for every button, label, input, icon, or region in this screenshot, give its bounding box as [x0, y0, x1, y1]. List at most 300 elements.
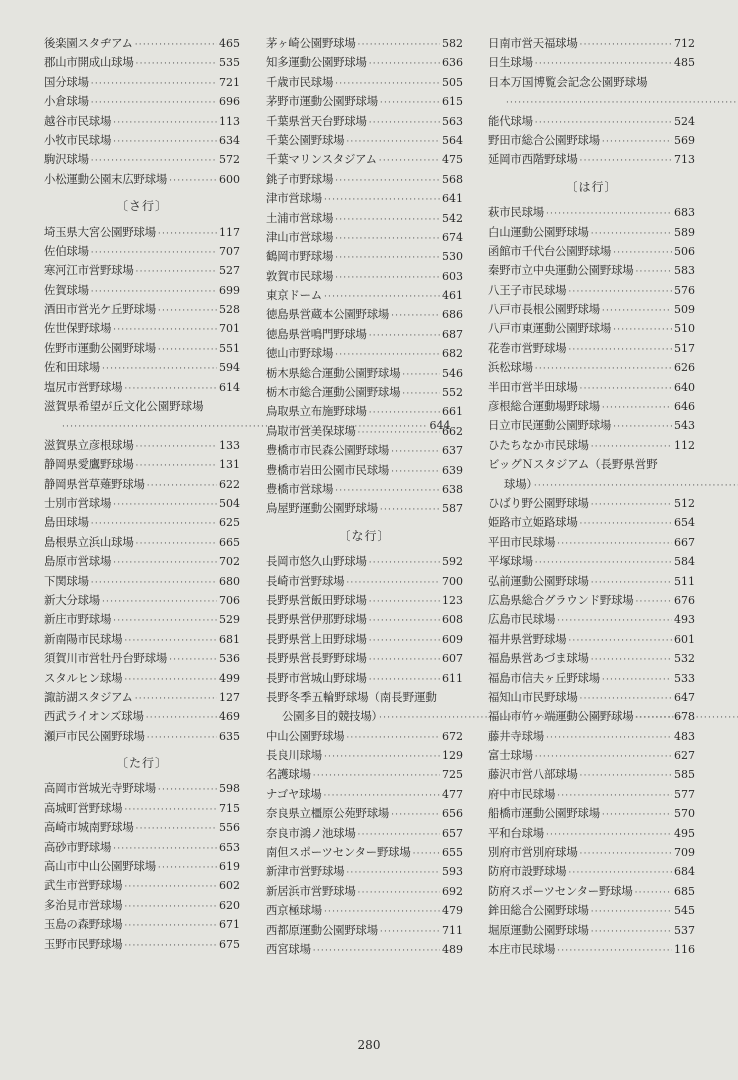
page-reference: 615 — [442, 95, 463, 109]
leader-dots — [591, 651, 672, 670]
stadium-name: 長岡市悠久山野球場 — [266, 554, 367, 569]
leader-dots — [591, 923, 672, 942]
leader-dots — [124, 937, 217, 956]
leader-dots — [335, 269, 440, 288]
stadium-name: 花巻市営野球場 — [488, 340, 567, 355]
stadium-name: 弘前運動公園野球場 — [488, 573, 589, 588]
leader-dots — [169, 651, 217, 670]
page-reference: 686 — [442, 308, 463, 322]
page-reference: 657 — [442, 826, 463, 840]
page-reference: 684 — [674, 865, 695, 879]
page-reference: 725 — [442, 768, 463, 782]
page-reference: 696 — [219, 95, 240, 109]
page-reference: 620 — [219, 898, 240, 912]
leader-dots — [557, 612, 672, 631]
stadium-name: 国分球場 — [44, 74, 89, 89]
page-reference: 512 — [674, 497, 695, 511]
index-entry — [44, 319, 240, 338]
leader-dots — [335, 211, 440, 230]
stadium-name: 静岡県営草薙野球場 — [44, 476, 145, 491]
leader-dots — [313, 942, 440, 961]
stadium-name: 佐和田球場 — [44, 360, 100, 375]
index-entry — [266, 131, 463, 150]
leader-dots — [379, 152, 440, 171]
index-entry — [44, 150, 240, 169]
stadium-name: 寒河江市営野球場 — [44, 263, 134, 278]
index-entry — [266, 669, 463, 688]
leader-dots — [158, 341, 217, 360]
index-entry — [488, 630, 695, 649]
stadium-name: 埼玉県大宮公園野球場 — [44, 224, 156, 239]
stadium-name: 後楽園スタヂアム — [44, 36, 133, 50]
stadium-name: 広島県総合グラウンド野球場 — [488, 592, 634, 607]
index-entry — [488, 223, 695, 242]
page-reference: 530 — [442, 250, 463, 264]
stadium-name: 福井県営野球場 — [488, 631, 567, 646]
leader-dots — [591, 496, 672, 515]
page-reference: 532 — [674, 652, 695, 666]
leader-dots — [613, 418, 672, 437]
index-entry — [44, 223, 240, 242]
stadium-name: 長野県営飯田野球場 — [266, 592, 367, 607]
leader-dots — [402, 366, 440, 385]
index-entry — [488, 53, 695, 72]
stadium-name: 下関球場 — [44, 573, 89, 588]
stadium-name: 能代球場 — [488, 113, 533, 128]
page-reference: 461 — [442, 289, 463, 303]
page-reference: 634 — [219, 133, 240, 147]
stadium-name: 豊橋市営球場 — [266, 481, 334, 496]
page-reference: 692 — [442, 884, 463, 898]
leader-dots — [369, 651, 440, 670]
section-heading: 〔た行〕 — [115, 756, 168, 771]
leader-dots — [147, 477, 217, 496]
page-reference: 680 — [219, 574, 240, 588]
stadium-name: 敦賀市民球場 — [266, 268, 334, 283]
page-reference: 587 — [442, 502, 463, 516]
page-reference: 465 — [219, 37, 240, 50]
page-reference: 640 — [674, 380, 695, 394]
stadium-name: 長良川球場 — [266, 748, 322, 763]
page-reference: 715 — [219, 801, 240, 815]
page-reference: 702 — [219, 555, 240, 569]
index-entry — [266, 209, 463, 228]
page-reference: 675 — [219, 937, 240, 951]
index-entry — [488, 513, 695, 532]
stadium-name: 鉾田総合公園野球場 — [488, 903, 589, 918]
page-reference: 524 — [674, 114, 695, 128]
stadium-name: 福島県営あづま球場 — [488, 651, 589, 666]
index-entry — [266, 247, 463, 266]
index-entry — [488, 319, 695, 338]
leader-dots — [535, 55, 672, 74]
leader-dots — [369, 55, 440, 74]
stadium-name: 半田市営半田球場 — [488, 379, 578, 394]
page-reference: 601 — [674, 632, 695, 646]
leader-dots — [158, 302, 217, 321]
index-entry — [488, 765, 695, 784]
leader-dots — [124, 671, 217, 690]
index-entry — [488, 727, 695, 746]
leader-dots — [102, 593, 217, 612]
page-reference: 701 — [219, 322, 240, 336]
index-entry — [44, 436, 240, 455]
page-reference: 598 — [219, 782, 240, 796]
index-entry — [266, 286, 463, 305]
stadium-name: 佐野市運動公園野球場 — [44, 340, 156, 355]
leader-dots — [613, 321, 672, 340]
index-entry — [44, 261, 240, 280]
stadium-name: 徳島県営鳴門野球場 — [266, 326, 367, 341]
index-entry — [488, 688, 695, 707]
index-entry — [266, 630, 463, 649]
index-entry — [266, 901, 463, 920]
stadium-name: 新居浜市営野球場 — [266, 883, 356, 898]
page-reference: 527 — [219, 264, 240, 278]
stadium-name: 野田市総合公園野球場 — [488, 132, 600, 147]
index-entry — [44, 281, 240, 300]
index-entry — [488, 746, 695, 765]
page-reference: 709 — [674, 846, 695, 860]
index-entry — [266, 804, 463, 823]
leader-dots — [113, 554, 217, 573]
stadium-name: 奈良市鴻ノ池球場 — [266, 825, 356, 840]
stadium-name: 茅野市運動公園野球場 — [266, 94, 378, 109]
stadium-name: 千葉公園野球場 — [266, 132, 345, 147]
page-reference: 475 — [442, 153, 463, 167]
index-entry — [44, 112, 240, 131]
page-reference: 112 — [674, 438, 695, 452]
leader-dots — [391, 307, 440, 326]
stadium-name: 鶴岡市野球場 — [266, 249, 334, 264]
index-entry — [488, 203, 695, 222]
index-entry — [44, 818, 240, 837]
index-entry — [44, 339, 240, 358]
index-entry — [488, 785, 695, 804]
leader-dots — [580, 36, 672, 55]
index-entry — [266, 843, 463, 862]
index-entry — [488, 591, 695, 610]
leader-dots — [413, 845, 440, 864]
leader-dots — [602, 302, 672, 321]
index-entry — [488, 300, 695, 319]
index-entry — [266, 402, 463, 421]
index-entry — [44, 455, 240, 474]
page-reference: 639 — [442, 463, 463, 477]
index-entry — [266, 364, 463, 383]
page-reference: 511 — [674, 574, 695, 588]
page-reference: 537 — [674, 923, 695, 937]
index-entry — [266, 921, 463, 940]
page-reference: 489 — [442, 942, 463, 956]
stadium-name: 千葉マリンスタジアム — [266, 152, 377, 167]
leader-dots — [136, 263, 217, 282]
stadium-name: 佐賀球場 — [44, 282, 89, 297]
stadium-name: 府中市民球場 — [488, 786, 556, 801]
leader-dots — [358, 36, 440, 55]
stadium-name: 須賀川市営牡丹台野球場 — [44, 651, 168, 666]
index-entry — [266, 170, 463, 189]
page-reference: 529 — [219, 613, 240, 627]
page-reference: 661 — [442, 405, 463, 419]
stadium-name: 広島市民球場 — [488, 612, 556, 627]
index-entry — [44, 300, 240, 319]
page-reference: 641 — [442, 192, 463, 206]
stadium-name: 藤井寺球場 — [488, 728, 544, 743]
leader-dots — [335, 249, 440, 268]
index-entry — [266, 940, 463, 959]
index-entry — [266, 552, 463, 571]
index-entry — [44, 131, 240, 150]
page-reference: 676 — [674, 593, 695, 607]
stadium-name: 長野県営長野野球場 — [266, 651, 367, 666]
index-entry — [488, 843, 695, 862]
leader-dots — [557, 942, 672, 961]
stadium-name: 栃木県総合運動公園野球場 — [266, 365, 401, 380]
page-reference: 528 — [219, 303, 240, 317]
index-entry — [44, 475, 240, 494]
page-reference: 477 — [442, 787, 463, 801]
stadium-name: 島根県立浜山球場 — [44, 534, 134, 549]
page-reference: 671 — [219, 918, 240, 932]
stadium-name: 諏訪湖スタジアム — [44, 689, 133, 704]
index-entry — [488, 339, 695, 358]
stadium-name: 新庄市野球場 — [44, 612, 112, 627]
leader-dots — [136, 438, 217, 457]
page-reference: 611 — [442, 671, 463, 685]
page-number: 280 — [357, 1038, 381, 1052]
index-entry — [44, 688, 240, 707]
page-reference: 563 — [442, 114, 463, 128]
page-reference: 505 — [442, 75, 463, 89]
leader-dots — [602, 133, 672, 152]
index-entry — [266, 746, 463, 765]
leader-dots — [313, 767, 440, 786]
stadium-name: 八戸市東運動公園野球場 — [488, 321, 612, 336]
page-reference: 637 — [442, 444, 463, 458]
page-reference: 551 — [219, 341, 240, 355]
leader-dots — [635, 709, 672, 728]
page-reference: 546 — [442, 366, 463, 380]
index-entry — [44, 857, 240, 876]
stadium-name: 長野県営上田野球場 — [266, 631, 367, 646]
page-reference: 129 — [442, 749, 463, 763]
leader-dots — [91, 574, 217, 593]
page-reference: 619 — [219, 860, 240, 874]
page-reference: 638 — [442, 482, 463, 496]
stadium-name: 西宮球場 — [266, 941, 311, 956]
page-reference: 712 — [674, 37, 695, 50]
index-entry — [266, 383, 463, 402]
page-reference: 116 — [674, 943, 695, 956]
index-entry — [44, 92, 240, 111]
index-entry — [266, 73, 463, 92]
index-entry — [488, 669, 695, 688]
page-reference: 644 — [429, 419, 451, 433]
index-entry — [266, 325, 463, 344]
index-entry — [44, 838, 240, 857]
stadium-name: 滋賀県希望が丘文化公園野球場 — [44, 399, 204, 414]
page-reference: 485 — [674, 56, 695, 70]
page-reference: 584 — [674, 555, 695, 569]
leader-dots — [369, 327, 440, 346]
page-reference: 706 — [219, 593, 240, 607]
stadium-name: 富士球場 — [488, 748, 533, 763]
page-reference: 576 — [674, 283, 695, 297]
stadium-name: 新大分球場 — [44, 592, 100, 607]
stadium-name: 千葉県営天台野球場 — [266, 113, 367, 128]
page-reference: 543 — [674, 419, 695, 433]
stadium-name: 銚子市野球場 — [266, 171, 334, 186]
leader-dots — [369, 404, 440, 423]
leader-dots — [113, 133, 217, 152]
stadium-name: 千歳市民球場 — [266, 74, 334, 89]
stadium-name: 八王子市民球場 — [488, 282, 567, 297]
index-entry — [266, 480, 463, 499]
leader-dots — [369, 612, 440, 631]
index-entry — [488, 436, 695, 455]
page-reference: 635 — [219, 729, 240, 743]
stadium-name: 鳥屋野運動公園野球場 — [266, 501, 378, 516]
page-reference: 504 — [219, 497, 240, 510]
page-reference: 545 — [674, 904, 695, 918]
stadium-name: 姫路市立姫路球場 — [488, 515, 578, 530]
index-entry — [488, 281, 695, 300]
index-entry — [44, 170, 240, 189]
leader-dots — [358, 884, 440, 903]
page-reference: 609 — [442, 632, 463, 646]
leader-dots — [534, 481, 738, 491]
page-reference: 647 — [674, 690, 695, 704]
page-reference: 636 — [442, 56, 463, 70]
stadium-name: 越谷市民球場 — [44, 113, 112, 128]
stadium-name: 日南市営天福球場 — [488, 36, 578, 50]
page-reference: 495 — [674, 826, 695, 840]
index-entry — [266, 785, 463, 804]
page-reference: 667 — [674, 535, 695, 549]
leader-dots — [369, 114, 440, 133]
page-reference: 625 — [219, 516, 240, 530]
stadium-name: 静岡県愛鷹野球場 — [44, 457, 134, 472]
index-entry — [44, 935, 240, 954]
stadium-name: 士別市営球場 — [44, 496, 112, 510]
index-entry — [266, 441, 463, 460]
index-entry — [266, 824, 463, 843]
stadium-name: 藤沢市営八部球場 — [488, 767, 578, 782]
section-heading: 〔な行〕 — [338, 528, 391, 543]
index-entry — [44, 494, 240, 513]
leader-dots — [635, 263, 672, 282]
stadium-name: 高砂市野球場 — [44, 839, 112, 854]
index-entry — [44, 799, 240, 818]
index-entry — [44, 610, 240, 629]
leader-dots — [580, 152, 672, 171]
page-reference: 577 — [674, 787, 695, 801]
page-reference: 602 — [219, 879, 240, 893]
index-entry — [44, 591, 240, 610]
leader-dots — [602, 806, 672, 825]
page-reference: 569 — [674, 133, 695, 147]
leader-dots — [568, 341, 672, 360]
stadium-name: 小牧市民球場 — [44, 132, 112, 147]
index-entry — [44, 53, 240, 72]
stadium-name: 秦野市立中央運動公園野球場 — [488, 263, 634, 278]
index-entry — [266, 92, 463, 111]
index-entry — [488, 261, 695, 280]
index-column-3 — [488, 34, 695, 959]
index-entry — [44, 779, 240, 798]
page-reference: 656 — [442, 807, 463, 821]
index-entry — [266, 610, 463, 629]
stadium-name: 茅ヶ崎公園野球場 — [266, 36, 356, 50]
stadium-name: 玉野市民野球場 — [44, 936, 123, 951]
leader-dots — [113, 612, 217, 631]
page-reference: 700 — [442, 574, 463, 588]
leader-dots — [391, 806, 440, 825]
page-reference: 682 — [442, 347, 463, 361]
index-entry — [44, 242, 240, 261]
index-entry — [488, 824, 695, 843]
index-entry — [488, 940, 695, 959]
page-reference: 572 — [219, 153, 240, 167]
page-reference: 506 — [674, 244, 695, 258]
page-reference: 133 — [219, 438, 240, 452]
page-reference: 687 — [442, 327, 463, 341]
page-reference: 564 — [442, 133, 463, 147]
index-entry — [488, 610, 695, 629]
page-reference: 721 — [219, 75, 240, 89]
leader-dots — [546, 729, 672, 748]
page-reference: 672 — [442, 729, 463, 743]
stadium-name: 新津市営野球場 — [266, 864, 345, 879]
index-entry — [266, 591, 463, 610]
stadium-name: ひたちなか市民球場 — [488, 437, 589, 452]
index-entry — [488, 649, 695, 668]
index-entry — [266, 34, 463, 53]
index-entry — [266, 112, 463, 131]
index-entry — [266, 422, 463, 441]
page-reference: 600 — [219, 172, 240, 186]
page-reference: 570 — [674, 807, 695, 821]
stadium-name: 豊橋市市民森公園野球場 — [266, 443, 390, 458]
index-entry — [266, 150, 463, 169]
leader-dots — [380, 94, 440, 113]
leader-dots — [324, 748, 440, 767]
page-reference: 589 — [674, 225, 695, 239]
stadium-name: 多治見市営球場 — [44, 897, 123, 912]
stadium-name: 高山市中山公園野球場 — [44, 859, 156, 874]
index-entry — [488, 707, 695, 726]
stadium-name: 島原市営球場 — [44, 554, 112, 569]
leader-dots — [591, 903, 672, 922]
leader-dots — [158, 859, 217, 878]
index-entry — [488, 882, 695, 901]
index-entry — [44, 358, 240, 377]
index-entry — [488, 358, 695, 377]
stadium-name: 島田球場 — [44, 515, 89, 530]
leader-dots — [402, 385, 440, 404]
index-entry — [44, 669, 240, 688]
leader-dots — [91, 75, 217, 94]
stadium-name: 西京極球場 — [266, 903, 322, 918]
stadium-name: 栃木市総合運動公園野球場 — [266, 385, 401, 400]
page-reference: 493 — [674, 613, 695, 627]
index-entry — [266, 649, 463, 668]
leader-dots — [124, 801, 217, 820]
stadium-name-continued: 公園多目的競技場） — [282, 709, 378, 724]
index-entry — [266, 727, 463, 746]
index-entry — [488, 112, 695, 131]
